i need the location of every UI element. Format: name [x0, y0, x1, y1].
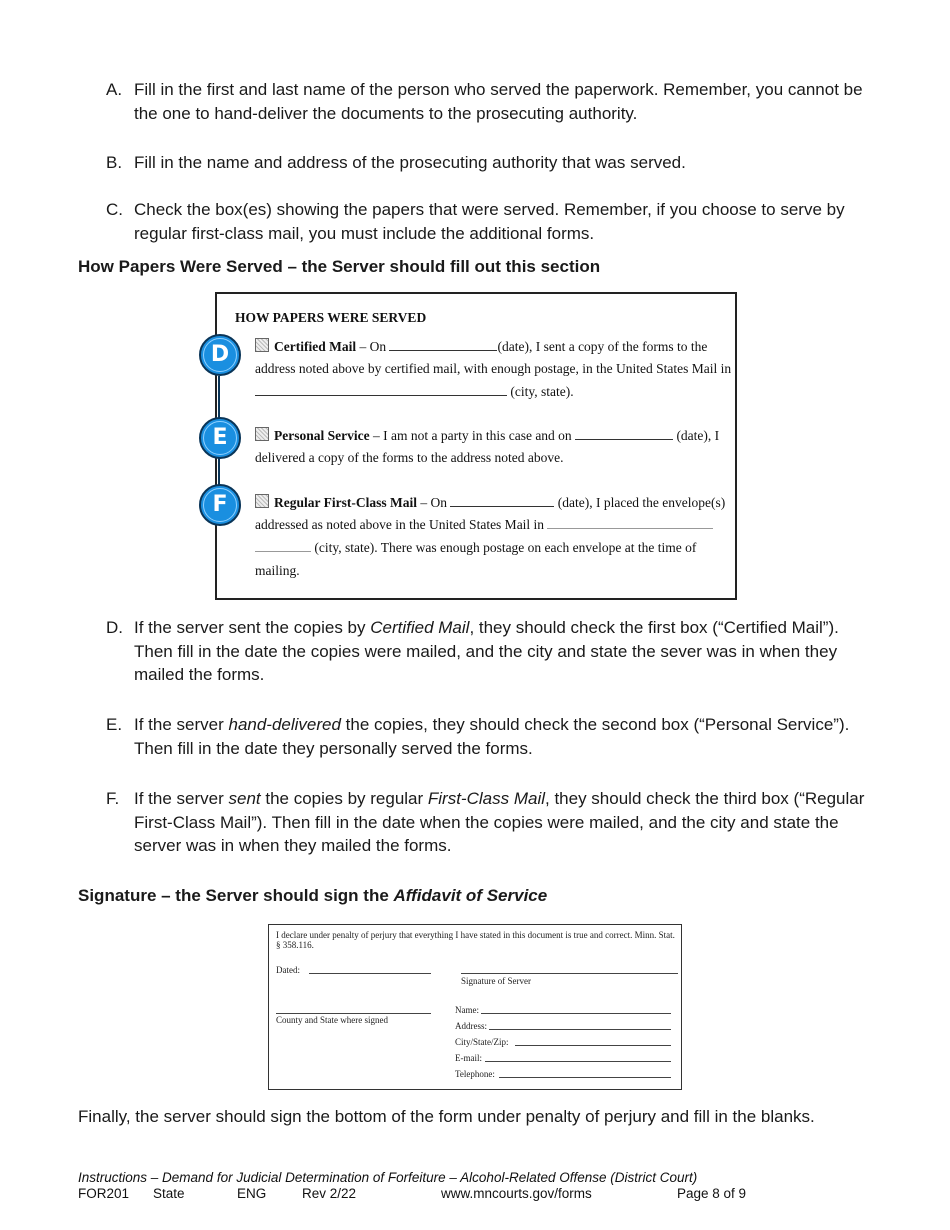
address-label: Address: [455, 1021, 487, 1031]
certified-line-1: Certified Mail – On (date), I sent a copy of the forms to the [255, 338, 707, 355]
footer-rev: Rev 2/22 [302, 1186, 357, 1201]
telephone-label: Telephone: [455, 1069, 495, 1079]
county-line [276, 1005, 431, 1014]
county-label: County and State where signed [276, 1015, 388, 1025]
badge-e: E [199, 417, 241, 459]
signature-line [461, 963, 678, 974]
instruction-e: E. If the server hand-delivered the copies, they should check the second box (“Personal Service”). Then fill in the date they personally served the forms. [106, 715, 850, 758]
footer-state: State [153, 1186, 185, 1201]
served-form-sample [215, 292, 737, 600]
address-line [489, 1019, 671, 1030]
personal-line-1: Personal Service – I am not a party in this case and on (date), I [255, 427, 719, 444]
section-heading-signature: Signature – the Server should sign the Affidavit of Service [78, 886, 548, 905]
personal-line-2: delivered a copy of the forms to the address noted above. [255, 450, 564, 465]
regular-line-4: mailing. [255, 563, 300, 578]
instruction-b: B. Fill in the name and address of the prosecuting authority that was served. [106, 153, 686, 172]
city-line [515, 1035, 671, 1046]
signature-form-sample [268, 924, 682, 1090]
regular-line-1: Regular First-Class Mail – On (date), I placed the envelope(s) [255, 494, 725, 511]
regular-checkbox [255, 494, 269, 508]
regular-line-2: addressed as noted above in the United States Mail in [255, 517, 713, 533]
footer-page: Page 8 of 9 [677, 1186, 747, 1201]
instruction-c: C. Check the box(es) showing the papers that were served. Remember, if you choose to serve by regular first-class mail, you must include the additional forms. [106, 200, 845, 243]
footer-form-id: FOR201 [78, 1186, 130, 1201]
name-label: Name: [455, 1005, 479, 1015]
certified-line-2: address noted above by certified mail, with enough postage, in the United States Mail in [255, 361, 732, 376]
served-form-title: HOW PAPERS WERE SERVED [235, 310, 427, 325]
declaration-text: I declare under penalty of perjury that everything I have stated in this document is true and correct. Minn. Stat. § 358.116. [276, 930, 675, 950]
instruction-d: D. If the server sent the copies by Certified Mail, they should check the first box (“Certified Mail”). Then fill in the date the copies were mailed, and the city and state the sever was in when they mailed the forms. [106, 618, 839, 684]
certified-line-3: (city, state). [255, 384, 574, 400]
footer-lang: ENG [237, 1186, 267, 1201]
certified-checkbox [255, 338, 269, 352]
footer-title: Instructions – Demand for Judicial Determination of Forfeiture – Alcohol-Related Offense (District Court) [78, 1170, 698, 1185]
instruction-f: F. If the server sent the copies by regular First-Class Mail, they should check the third box (“Regular First-Class Mail”). Then fill in the date when the copies were mailed, and the city and state the server was in when they mailed the forms. [106, 789, 865, 855]
name-line [481, 1003, 671, 1014]
regular-line-3: (city, state). There was enough postage on each envelope at the time of [255, 540, 696, 556]
badge-d: D [199, 334, 241, 376]
city-state-zip-label: City/State/Zip: [455, 1037, 509, 1047]
signature-label: Signature of Server [461, 976, 531, 986]
dated-line [309, 963, 431, 974]
email-line [485, 1051, 671, 1062]
email-label: E-mail: [455, 1053, 482, 1063]
footer-url: www.mncourts.gov/forms [441, 1186, 592, 1201]
closing-text: Finally, the server should sign the bottom of the form under penalty of perjury and fill in the blanks. [78, 1107, 815, 1126]
badge-f: F [199, 484, 241, 526]
personal-checkbox [255, 427, 269, 441]
telephone-line [499, 1067, 671, 1078]
dated-label: Dated: [276, 965, 300, 975]
instruction-a: A. Fill in the first and last name of the person who served the paperwork. Remember, you cannot be the one to hand-deliver the documents to the prosecuting authority. [106, 80, 863, 123]
section-heading-how-served: How Papers Were Served – the Server should fill out this section [78, 257, 601, 276]
